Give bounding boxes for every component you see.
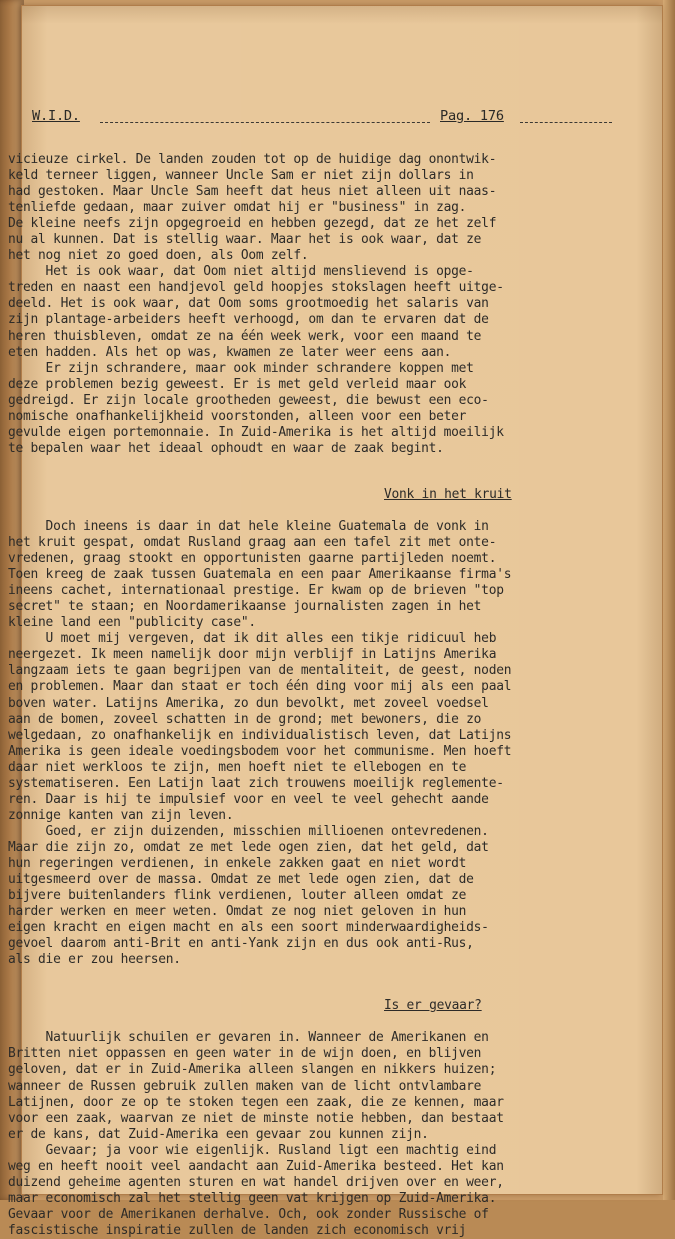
text-line: deze problemen bezig geweest. Er is met geld verleid maar ook — [8, 376, 467, 392]
text-line: er de kans, dat Zuid-Amerika een gevaar zou kunnen zijn. — [8, 1126, 429, 1142]
text-line: weg en heeft nooit veel aandacht aan Zuid-Amerika besteed. Het kan — [8, 1158, 504, 1174]
text-line: Amerika is geen ideale voedingsbodem voor het communisme. Men hoeft — [8, 743, 512, 759]
text-line: welgedaan, zo onafhankelijk en individualistisch leven, dat Latijns — [8, 727, 512, 743]
page-number: Pag. 176 — [440, 108, 504, 124]
text-line: eigen kracht en eigen macht en als een soort minderwaardigheids- — [8, 920, 489, 936]
header-left: W.I.D. — [32, 108, 80, 124]
right-page-edge — [663, 0, 675, 1200]
text-line: hun regeringen verdienen, in enkele zakken gaat en niet wordt — [8, 855, 467, 871]
text-line: Goed, er zijn duizenden, misschien millioenen ontevredenen. — [8, 823, 489, 839]
text-line: Natuurlijk schuilen er gevaren in. Wanneer de Amerikanen en — [8, 1030, 489, 1046]
text-line: Het is ook waar, dat Oom niet altijd menslievend is opge- — [8, 264, 474, 280]
text-line: heren thuisbleven, omdat ze na één week werk, voor een maand te — [8, 328, 482, 344]
heading-space — [8, 968, 634, 998]
text-line: keld terneer liggen, wanneer Uncle Sam er niet zijn dollars in — [8, 168, 474, 184]
text-line: uitgesmeerd over de massa. Omdat ze met lede ogen zien, dat de — [8, 872, 474, 888]
text-line: neergezet. Ik meen namelijk door mijn verblijf in Latijns Amerika — [8, 647, 497, 663]
text-line: nomische onafhankelijkheid voorstonden, alleen voor een beter — [8, 408, 467, 424]
header-dashed-rule-right — [520, 122, 612, 123]
text-line: secret" te staan; en Noordamerikaanse journalisten zagen in het — [8, 599, 482, 615]
text-line: eten hadden. Als het op was, kwamen ze later weer eens aan. — [8, 344, 452, 360]
text-line: bijvere buitenlanders flink verdienen, louter alleen omdat ze — [8, 888, 467, 904]
text-line: Gevaar voor de Amerikanen derhalve. Och, ook zonder Russische of — [8, 1206, 489, 1222]
section-heading-text: Vonk in het kruit — [384, 486, 512, 502]
text-line: harder werken en meer weten. Omdat ze nog niet geloven in hun — [8, 904, 467, 920]
text-line: treden en naast een handjevol geld hoopjes stokslagen heeft uitge- — [8, 280, 504, 296]
text-line: geloven, dat er in Zuid-Amerika alleen slangen en nikkers huizen; — [8, 1062, 497, 1078]
text-line: Maar die zijn zo, omdat ze met lede ogen zien, dat het geld, dat — [8, 839, 489, 855]
text-line: ineens cachet, internationaal prestige. Er kwam op de brieven "top — [8, 583, 504, 599]
section-heading — [8, 487, 634, 503]
text-line: als die er zou heersen. — [8, 952, 181, 968]
heading-space — [8, 1014, 634, 1030]
text-line: gevoel daarom anti-Brit en anti-Yank zijn en dus ook anti-Rus, — [8, 936, 474, 952]
page-top-shadow — [22, 6, 662, 24]
header-dashed-rule — [100, 122, 430, 123]
text-line: aan de bomen, zoveel schatten in de grond; met bewoners, die zo — [8, 711, 482, 727]
typed-text-body — [8, 152, 634, 1239]
text-line: fascistische inspiratie zullen de landen zich economisch vrij — [8, 1222, 467, 1238]
text-line: het kruit gespat, omdat Rusland graag aan een tafel zit met onte- — [8, 535, 497, 551]
text-line: Britten niet oppassen en geen water in de wijn doen, en blijven — [8, 1046, 482, 1062]
text-line: Er zijn schrandere, maar ook minder schrandere koppen met — [8, 360, 474, 376]
text-line: had gestoken. Maar Uncle Sam heeft dat heus niet alleen uit naas- — [8, 184, 497, 200]
section-heading-text: Is er gevaar? — [384, 998, 482, 1014]
heading-space — [8, 503, 634, 519]
text-line: het nog niet zo goed doen, als Oom zelf. — [8, 248, 309, 264]
text-line: zonnige kanten van zijn leven. — [8, 807, 234, 823]
text-line: voor een zaak, waarvan ze niet de minste notie hebben, dan bestaat — [8, 1110, 504, 1126]
text-line: Doch ineens is daar in dat hele kleine Guatemala de vonk in — [8, 518, 489, 534]
text-line: maar economisch zal het stellig geen vat krijgen op Zuid-Amerika. — [8, 1190, 497, 1206]
text-line: boven water. Latijns Amerika, zo dun bevolkt, met zoveel voedsel — [8, 695, 489, 711]
text-line: daar niet werkloos te zijn, men hoeft niet te ellebogen en te — [8, 759, 467, 775]
section-heading — [8, 998, 634, 1014]
text-line: Toen kreeg de zaak tussen Guatemala en een paar Amerikaanse firma's — [8, 567, 512, 583]
text-line: gevulde eigen portemonnaie. In Zuid-Amerika is het altijd moeilijk — [8, 424, 504, 440]
text-line: kleine land een "publicity case". — [8, 615, 256, 631]
text-line: ren. Daar is hij te impulsief voor en veel te veel gehecht aande — [8, 791, 489, 807]
heading-space — [8, 457, 634, 487]
text-line: De kleine neefs zijn opgegroeid en hebben gezegd, dat ze het zelf — [8, 216, 497, 232]
text-line: gedreigd. Er zijn locale grootheden geweest, die bewust een eco- — [8, 392, 489, 408]
text-line: zijn plantage-arbeiders heeft verhoogd, om dan te ervaren dat de — [8, 312, 489, 328]
text-line: en problemen. Maar dan staat er toch één ding voor mij als een paal — [8, 679, 512, 695]
text-line: wanneer de Russen gebruik zullen maken van de licht ontvlambare — [8, 1078, 482, 1094]
text-line: systematiseren. Een Latijn laat zich trouwens moeilijk reglemente- — [8, 775, 504, 791]
text-line: U moet mij vergeven, dat ik dit alles een tikje ridicuul heb — [8, 631, 497, 647]
text-line: vicieuze cirkel. De landen zouden tot op de huidige dag onontwik- — [8, 152, 497, 167]
text-line: langzaam iets te gaan begrijpen van de mentaliteit, de geest, noden — [8, 663, 512, 679]
text-line: tenliefde gedaan, maar zuiver omdat hij er "business" in zag. — [8, 200, 467, 216]
text-line: vredenen, graag stookt en opportunisten gaarne partijleden noemt. — [8, 551, 497, 567]
text-line: Latijnen, door ze op te stoken tegen een zaak, die ze kennen, maar — [8, 1094, 504, 1110]
text-line: deeld. Het is ook waar, dat Oom soms grootmoedig het salaris van — [8, 296, 489, 312]
text-line: te bepalen waar het ideaal ophoudt en waar de zaak begint. — [8, 440, 444, 456]
text-line: duizend geheime agenten sturen en wat handel drijven over en weer, — [8, 1174, 504, 1190]
text-line: nu al kunnen. Dat is stellig waar. Maar het is ook waar, dat ze — [8, 232, 482, 248]
text-line: Gevaar; ja voor wie eigenlijk. Rusland ligt een machtig eind — [8, 1142, 497, 1158]
